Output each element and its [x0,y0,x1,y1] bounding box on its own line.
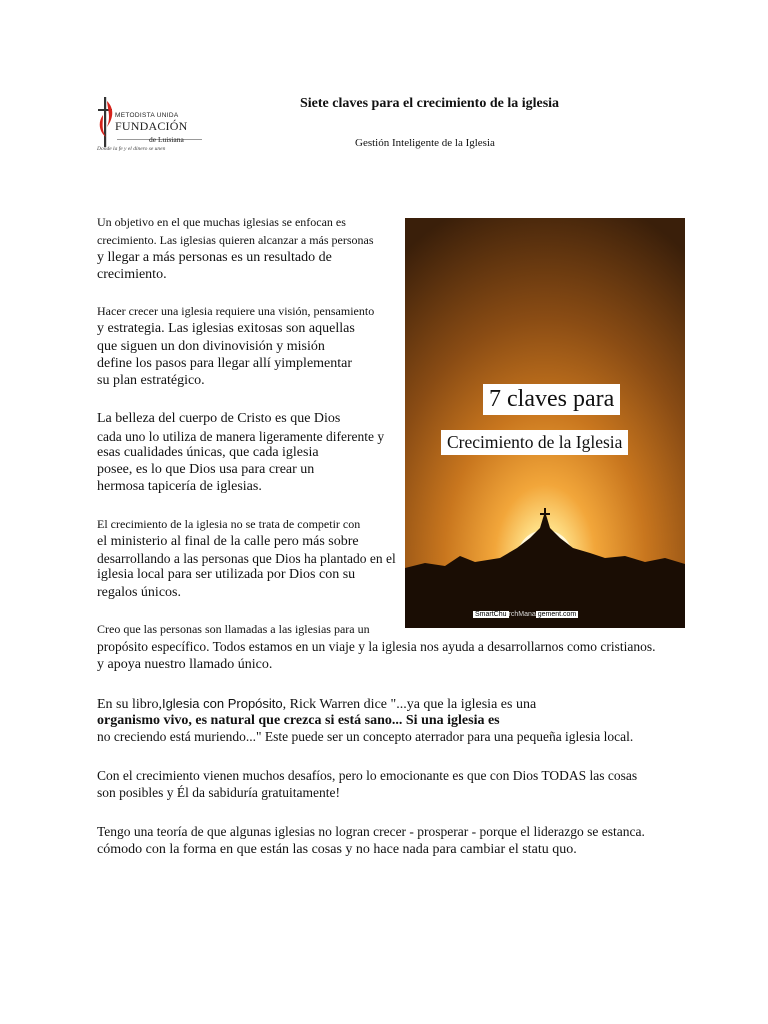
p6-line1 [97,697,536,712]
p3-line5: hermosa tapicería de iglesias. [97,479,262,494]
logo-line2: FUNDACIÓN [115,119,188,133]
p2-line4: define los pasos para llegar allí yimplementar [97,356,353,371]
p8-line2: cómodo con la forma en que están las cosas y no hace nada para cambiar el statu quo. [97,842,577,857]
cross-flame-icon [95,97,117,147]
p3-line1: La belleza del cuerpo de Cristo es que Dios [97,411,341,426]
p6-line2: organismo vivo, es natural que crezca si está sano... Si una iglesia es [97,713,500,728]
logo-line1: METODISTA UNIDA [115,112,179,119]
cover-title-line2: Crecimiento de la Iglesia [441,430,628,455]
p4-line4: iglesia local para ser utilizada por Dios con su [97,567,356,582]
p6-intro: En su libro, [97,697,162,712]
p4-line1: El crecimiento de la iglesia no se trata de competir con [97,517,361,531]
p5-line2: propósito específico. Todos estamos en un viaje y la iglesia nos ayuda a desarrollarnos como cristianos. [97,639,656,654]
p1-line3: y llegar a más personas es un resultado de [97,250,332,265]
watermark-part1: SmartChu [475,611,507,618]
p4-line2: el ministerio al final de la calle pero más sobre [97,534,359,549]
p2-line3: que siguen un don divinovisión y misión [97,339,325,354]
watermark-part2: rchMana [508,611,536,618]
p4-line3: desarrollando a las personas que Dios ha plantado en el [97,551,396,566]
p2-line2: y estrategia. Las iglesias exitosas son aquellas [97,321,355,336]
p3-line4: posee, es lo que Dios usa para crear un [97,462,315,477]
p6-quote-start: , Rick Warren dice "...ya que la iglesia es una [282,697,537,712]
p4-line5: regalos únicos. [97,585,181,600]
p5-line1: Creo que las personas son llamadas a las iglesias para un [97,622,370,636]
page-title: Siete claves para el crecimiento de la iglesia [300,96,560,111]
logo-tagline: Donde la fe y el dinero se unen [97,146,166,152]
book-cover-image [405,218,685,628]
cover-title-line1: 7 claves para [483,384,620,415]
p5-line3: y apoya nuestro llamado único. [97,657,273,672]
p1-line2: crecimiento. Las iglesias quieren alcanzar a más personas [97,233,374,247]
page-subtitle: Gestión Inteligente de la Iglesia [355,137,495,149]
p3-line3: esas cualidades únicas, que cada iglesia [97,445,319,460]
sunset-church-illustration [405,218,685,628]
p1-line4: crecimiento. [97,267,167,282]
p1-line1: Un objetivo en el que muchas iglesias se enfocan es [97,215,346,229]
p8-line1: Tengo una teoría de que algunas iglesias no logran crecer - prosperar - porque el liderazgo se estanca. [97,824,645,839]
p7-line1: Con el crecimiento vienen muchos desafíos, pero lo emocionante es que con Dios TODAS las cosas [97,768,638,783]
logo-line3: de Luisiana [149,135,184,144]
p6-line3: no creciendo está muriendo..." Este puede ser un concepto aterrador para una pequeña iglesia local. [97,729,634,744]
book-title: Iglesia con Propósito [161,696,283,711]
cover-watermark [473,611,578,618]
watermark-part3: gement.com [537,611,577,618]
p7-line2: son posibles y Él da sabiduría gratuitamente! [97,785,340,800]
p2-line1: Hacer crecer una iglesia requiere una visión, pensamiento [97,304,375,318]
p2-line5: su plan estratégico. [97,373,205,388]
foundation-logo [95,95,205,157]
p3-line2: cada uno lo utiliza de manera ligeramente diferente y [97,429,385,444]
